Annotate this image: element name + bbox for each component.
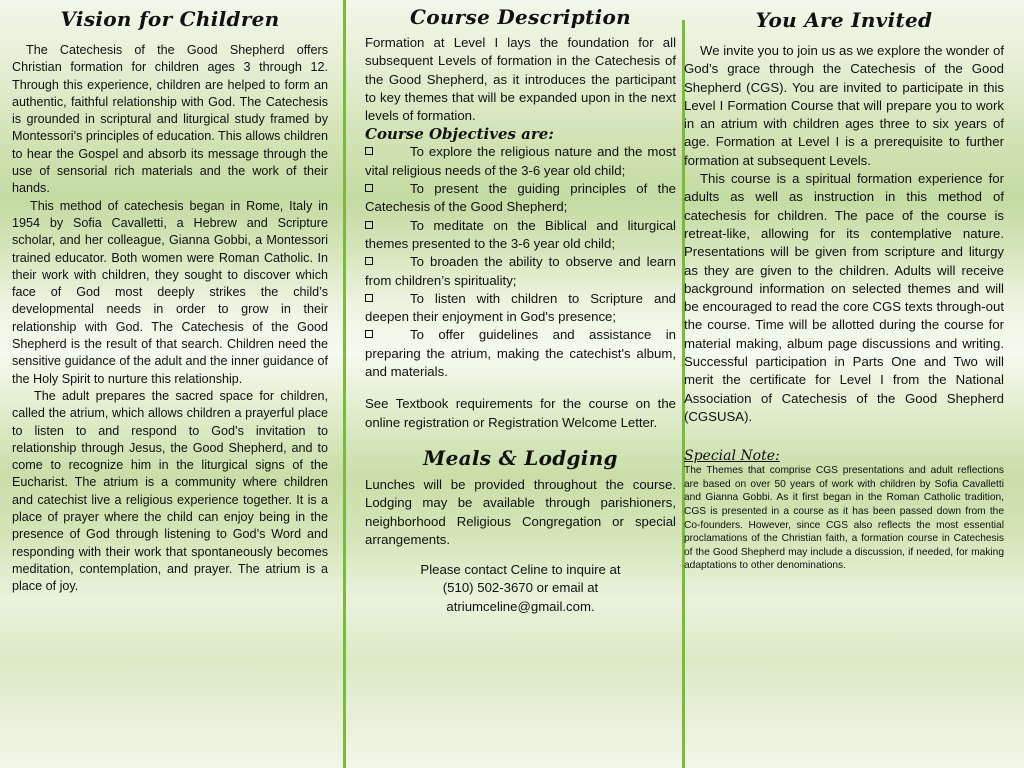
objective-text: To present the guiding principles of the Catechesis of the Good Shepherd; — [365, 181, 676, 215]
contact-email: atriumceline@gmail.com. — [446, 598, 595, 614]
invited-paragraph-1: We invite you to join us as we explore the wonder of God’s grace through the Catechesis of the Good Shepherd (CGS). You are invited to participate in this Level I Formation Course that will prepare you to work in an atrium with children ages three to six years of age. Formation at Level I is a prerequisite to further formation at subsequent Levels. — [684, 43, 1004, 168]
objective-text: To broaden the ability to observe and learn from children’s spirituality; — [365, 254, 676, 288]
square-bullet-icon — [365, 294, 373, 302]
square-bullet-icon — [365, 330, 373, 338]
list-item — [365, 217, 676, 254]
vision-paragraph-2: This method of catechesis began in Rome, Italy in 1954 by Sofia Cavalletti, a Hebrew and Scripture scholar, and her colleague, Gianna Gobbi, a Montessori trained educator. Both women were Roman Catholic. In their work with children, they sought to discover which face of God most deeply strikes the child’s developmental needs in order to grow in their relationship with God. The Catechesis of the Good Shepherd is the result of that search. Children need the sensitive guidance of the adult and the inner guidance of the Holy Spirit to nurture this relationship. — [12, 198, 328, 386]
meals-lodging-title: Meals & Lodging — [423, 445, 618, 470]
meals-lodging-text: Lunches will be provided throughout the course. Lodging may be available through parishioners, neighborhood Religious Congregation or special arrangements. — [365, 476, 676, 547]
contact-line-1: Please contact Celine to inquire at — [420, 562, 621, 578]
course-description-column — [347, 0, 684, 768]
square-bullet-icon — [365, 184, 373, 192]
list-item — [365, 290, 676, 327]
special-note-title: Special Note: — [684, 448, 780, 465]
vision-for-children-column — [0, 0, 340, 768]
invited-title: You Are Invited — [755, 8, 933, 32]
objective-text: To explore the religious nature and the most vital religious needs of the 3-6 year old child; — [365, 144, 676, 178]
list-item — [365, 253, 676, 290]
contact-block — [365, 561, 676, 616]
list-item — [365, 326, 676, 381]
square-bullet-icon — [365, 147, 373, 155]
you-are-invited-column — [684, 0, 1014, 768]
vision-title: Vision for Children — [60, 7, 280, 31]
objectives-title: Course Objectives are: — [365, 125, 554, 144]
objective-text: To offer guidelines and assistance in preparing the atrium, making the catechist's album, and materials. — [365, 327, 676, 380]
textbook-note: See Textbook requirements for the course on the online registration or Registration Welcome Letter. — [365, 396, 676, 430]
special-note-text: The Themes that comprise CGS presentations and adult reflections are based on over 50 years of work with children by Sofia Cavalletti and Gianna Gobbi. As it first began in the Roman Catholic tradition, CGS is presented in a course as it has been passed down from the Co-founders. However, since CGS also reflects the most essential proclamations of the Christian faith, a formation course in Catechesis of the Good Shepherd may include a discussion, if needed, for making adaptations to other denominations. — [684, 465, 1004, 572]
objectives-list — [365, 143, 676, 381]
vision-paragraph-3: The adult prepares the sacred space for children, called the atrium, which allows children a prayerful place to listen to and respond to God’s invitation to relationship through Jesus, the Good Shepherd, and to come to recognize him in the liturgical signs of the Eucharist. The atrium is a community where children and catechist live a religious experience together. It is a place of prayer where the child can enjoy being in the presence of God through listening to God’s Word and responding with their work that spontaneously becomes meditation, contemplation, and prayer. The atrium is a place of joy. — [12, 388, 328, 594]
square-bullet-icon — [365, 257, 373, 265]
list-item — [365, 143, 676, 180]
column-divider-left — [343, 0, 346, 768]
course-description-title: Course Description — [409, 5, 632, 29]
course-intro: Formation at Level I lays the foundation for all subsequent Levels of formation in the Catechesis of the Good Shepherd, as it introduces the participant to key themes that will be expanded upon in the next levels of formation. — [365, 35, 676, 124]
vision-paragraph-1: The Catechesis of the Good Shepherd offers Christian formation for children ages 3 through 12. Through this experience, children are helped to form an authentic, faithful relationship with God. The Catechesis is grounded in scriptural and liturgical study framed by Montessori's principles of education. This allows children to hear the Gospel and absorb its message through the use of sensorial rich materials and the work of their hands. — [12, 43, 328, 196]
objective-text: To meditate on the Biblical and liturgical themes presented to the 3-6 year old child; — [365, 217, 676, 251]
objective-text: To listen with children to Scripture and deepen their enjoyment in God's presence; — [365, 290, 676, 325]
list-item — [365, 180, 676, 217]
contact-phone: (510) 502-3670 or email at — [442, 580, 599, 596]
invited-paragraph-2: This course is a spiritual formation experience for adults as well as instruction in this method of catechesis for children. The pace of the course is retreat-like, allowing for its contemplative nature. Presentations will be given from scripture and liturgy as they are given to the children. Adults will receive background information on selected themes and will be encouraged to read the core CGS texts through-out the course. Time will be allotted during the course for material making, album page discussions and writing. Successful participation in Parts One and Two will merit the certificate for Level I from the National Association of Catechesis of the Good Shepherd (CGSUSA). — [684, 171, 1004, 424]
square-bullet-icon — [365, 221, 373, 229]
